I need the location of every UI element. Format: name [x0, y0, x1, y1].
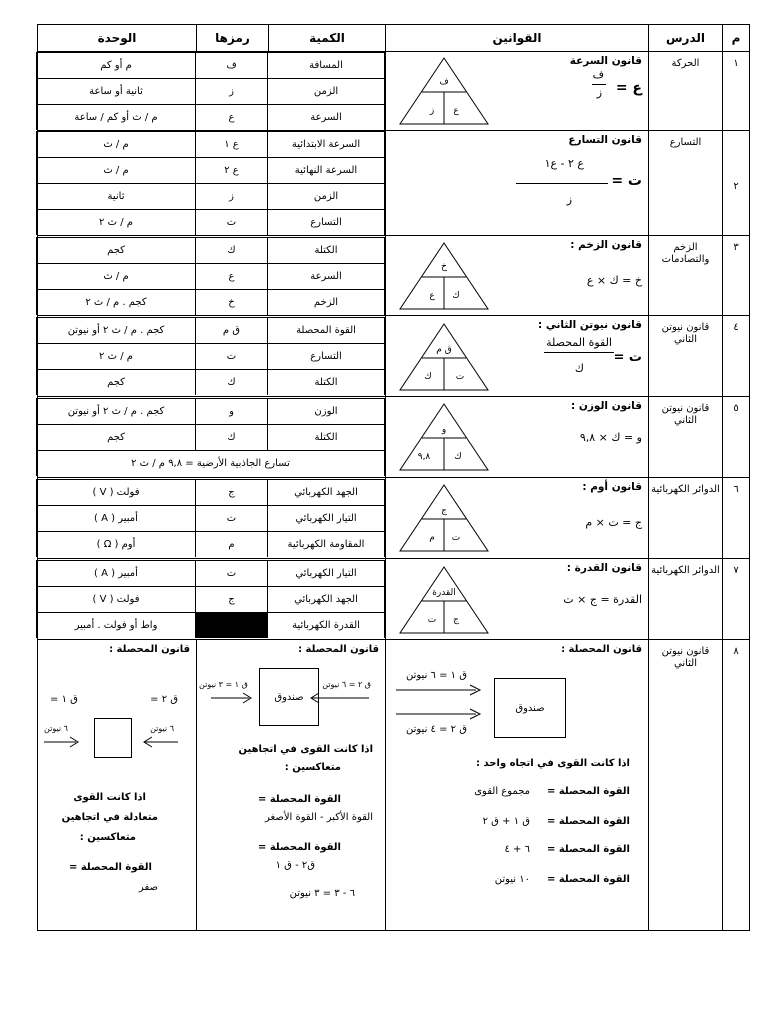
condition-text: اذا كانت القوى في اتجاهين	[238, 744, 373, 755]
box: صندوق	[494, 678, 566, 738]
law-title: قانون القدرة :	[566, 562, 642, 574]
force-label: ق ٢ = ٦ نيوتن	[322, 680, 371, 689]
tri-bl: ت	[455, 372, 465, 382]
resultant-pane-1	[386, 640, 649, 931]
symbol: خ	[196, 289, 268, 315]
symbol: ت	[196, 506, 268, 532]
unit: م / ث	[37, 263, 196, 289]
tri-bl: ك	[452, 291, 460, 301]
table-row	[38, 316, 750, 397]
lesson-name: الدوائر الكهربائية	[649, 559, 723, 640]
result-value: مجموع القوى	[474, 786, 530, 797]
law-triangle	[398, 56, 490, 126]
result-value: ٦ + ٤	[504, 844, 530, 855]
unit: كجم	[37, 237, 196, 263]
quantity: التسارع	[268, 210, 385, 236]
row-num: ٣	[723, 236, 750, 316]
header-symbol: رمزها	[197, 25, 269, 52]
quantity: القوة المحصلة	[268, 318, 385, 344]
condition-text: متعادلة في اتجاهين	[61, 812, 158, 823]
formula: القدرة = ج × ت	[563, 593, 642, 606]
tri-top: القدرة	[432, 588, 456, 598]
symbol: ك	[196, 370, 268, 396]
box	[94, 718, 132, 758]
unit: ثانية	[37, 184, 196, 210]
table-row	[38, 640, 750, 931]
law-cell	[386, 236, 649, 316]
quantity: الزخم	[268, 289, 385, 315]
symbol: ز	[196, 79, 268, 105]
unit: واط أو فولت . أمبير	[37, 613, 196, 639]
unit: م / ث ٢	[37, 210, 196, 236]
force-value: ٦ نيوتن	[150, 724, 174, 733]
law-triangle	[398, 565, 490, 635]
quantity: التيار الكهربائي	[268, 506, 385, 532]
symbol: ك	[196, 237, 268, 263]
condition-text: متعاكسين :	[79, 832, 136, 843]
tri-br: ع	[429, 291, 435, 301]
pane-title: قانون المحصلة :	[561, 644, 642, 655]
result-label: القوة المحصلة =	[547, 786, 630, 797]
quantity: الزمن	[268, 184, 385, 210]
force-label: ق ١ = ٣ نيوتن	[199, 680, 248, 689]
quantity: الكتلة	[268, 425, 385, 451]
symbol: ف	[196, 53, 268, 79]
law-cell	[386, 52, 649, 131]
law-cell	[386, 478, 649, 559]
law-cell	[386, 316, 649, 397]
right-arrow-icon	[396, 708, 482, 720]
formula-lhs: ت =	[613, 350, 642, 365]
unit: ثانية أو ساعة	[37, 79, 196, 105]
quantity: المسافة	[268, 53, 385, 79]
unit: م / ث ٢	[37, 344, 196, 370]
lesson-name: قانون نيوتن الثاني	[649, 640, 723, 931]
right-arrow-icon	[211, 692, 253, 704]
law-title: قانون الزخم :	[570, 239, 642, 251]
unit: م أو كم	[37, 53, 196, 79]
quantity: السرعة	[268, 105, 385, 131]
lesson-name: التسارع	[649, 131, 723, 236]
formula-num: ع ٢ - ع١	[544, 157, 584, 170]
items-cell	[38, 478, 386, 559]
resultant-pane-3	[38, 640, 197, 931]
unit: م / ث	[37, 132, 196, 158]
unit: أوم ( Ω )	[37, 532, 196, 558]
header-row	[38, 25, 750, 52]
items-cell	[38, 236, 386, 316]
result-label: القوة المحصلة =	[258, 794, 341, 805]
table-row	[38, 236, 750, 316]
symbol: و	[196, 399, 268, 425]
formula-den: ز	[566, 193, 572, 206]
items-cell	[38, 131, 386, 236]
items-cell	[38, 52, 386, 131]
items-cell	[38, 559, 386, 640]
symbol: ع ١	[196, 132, 268, 158]
symbol: ج	[196, 587, 268, 613]
table-row	[38, 131, 750, 236]
force-label: ق ٢ =	[150, 694, 178, 705]
tri-br: ت	[427, 615, 437, 625]
symbol-blacked-out	[196, 613, 268, 639]
row-num: ٧	[723, 559, 750, 640]
result-value: ١٠ نيوتن	[494, 874, 530, 885]
table-row	[38, 559, 750, 640]
law-triangle	[398, 322, 490, 392]
result-value: صفر	[138, 882, 158, 893]
formula-num: القوة المحصلة	[546, 336, 612, 349]
law-triangle	[398, 483, 490, 553]
force-value: ٦ نيوتن	[44, 724, 68, 733]
unit: كجم . م / ث ٢ أو نيوتن	[37, 318, 196, 344]
tri-br: ٩,٨	[417, 452, 431, 462]
header-unit: الوحدة	[38, 25, 197, 52]
box: صندوق	[259, 668, 319, 726]
symbol: ت	[196, 344, 268, 370]
force-label: ق ١ = ٦ نيوتن	[406, 670, 467, 681]
law-cell	[386, 559, 649, 640]
tri-bl: ت	[451, 533, 461, 543]
quantity: الزمن	[268, 79, 385, 105]
force-label: ق ١ =	[50, 694, 78, 705]
quantity: السرعة النهائية	[268, 158, 385, 184]
header-quantity: الكمية	[269, 25, 386, 52]
result-label: القوة المحصلة =	[258, 842, 341, 853]
result-value: ق ١ + ق ٢	[482, 816, 530, 827]
law-title: قانون التسارع	[568, 134, 642, 146]
row-num: ١	[723, 52, 750, 131]
unit: م / ث	[37, 158, 196, 184]
tri-br: م	[429, 533, 435, 543]
pane-title: قانون المحصلة :	[298, 644, 379, 655]
symbol: م	[196, 532, 268, 558]
quantity: الكتلة	[268, 370, 385, 396]
lesson-name: قانون نيوتن الثاني	[649, 397, 723, 478]
table-row	[38, 52, 750, 131]
unit: فولت ( V )	[37, 587, 196, 613]
force-label: ق ٢ = ٤ نيوتن	[406, 724, 467, 735]
condition-text: اذا كانت القوى في اتجاه واحد :	[476, 758, 630, 769]
tri-bl: ز	[429, 106, 435, 116]
quantity: الجهد الكهربائي	[268, 587, 385, 613]
formula: و = ك × ٩,٨	[579, 431, 642, 444]
symbol: ك	[196, 425, 268, 451]
symbol: ت	[196, 561, 268, 587]
tri-top: ف	[439, 77, 449, 87]
unit: أمبير ( A )	[37, 561, 196, 587]
tri-top: خ	[441, 262, 447, 272]
row-num: ٨	[723, 640, 750, 931]
symbol: ع	[196, 263, 268, 289]
quantity: الوزن	[268, 399, 385, 425]
result-value: القوة الأكبر - القوة الأصغر	[265, 812, 373, 823]
header-laws: القوانين	[386, 25, 649, 52]
header-lesson: الدرس	[649, 25, 723, 52]
law-title: قانون نيوتن الثاني :	[537, 319, 642, 331]
tri-br: ع	[453, 106, 459, 116]
right-arrow-icon	[44, 736, 80, 748]
lesson-name: الدوائر الكهربائية	[649, 478, 723, 559]
quantity: التيار الكهربائي	[268, 561, 385, 587]
tri-top: ق م	[436, 345, 452, 355]
symbol: ج	[196, 480, 268, 506]
formula: خ = ك × ع	[586, 274, 642, 287]
symbol: ع ٢	[196, 158, 268, 184]
tri-bl: ك	[454, 452, 462, 462]
resultant-pane-2	[197, 640, 386, 931]
unit: كجم . م / ث ٢ أو نيوتن	[37, 399, 196, 425]
tri-top: و	[441, 425, 447, 435]
left-arrow-icon	[142, 736, 178, 748]
law-cell	[386, 131, 649, 236]
formula: ج = ت × م	[585, 516, 642, 529]
law-triangle	[398, 241, 490, 311]
symbol: ز	[196, 184, 268, 210]
row-num: ٥	[723, 397, 750, 478]
condition-text: اذا كانت القوى	[73, 792, 146, 803]
quantity: القدرة الكهربائية	[268, 613, 385, 639]
symbol: ع	[196, 105, 268, 131]
quantity: المقاومة الكهربائية	[268, 532, 385, 558]
table-row	[38, 397, 750, 478]
row-num: ٦	[723, 478, 750, 559]
left-arrow-icon	[309, 692, 369, 704]
law-cell	[386, 397, 649, 478]
tri-br: ك	[424, 372, 432, 382]
physics-laws-table	[37, 24, 750, 931]
result-value: ٦ - ٣ = ٣ نيوتن	[289, 888, 355, 899]
result-label: القوة المحصلة =	[69, 862, 152, 873]
formula-lhs: ت =	[611, 173, 642, 189]
formula-num: ف	[592, 68, 604, 81]
result-label: القوة المحصلة =	[547, 844, 630, 855]
tri-top: ج	[441, 506, 447, 516]
symbol: ق م	[196, 318, 268, 344]
unit: أمبير ( A )	[37, 506, 196, 532]
unit: فولت ( V )	[37, 480, 196, 506]
formula-den: ز	[596, 86, 602, 99]
law-title: قانون السرعة	[569, 55, 642, 67]
header-num: م	[723, 25, 750, 52]
table-row	[38, 478, 750, 559]
unit: م / ث أو كم / ساعة	[37, 105, 196, 131]
result-label: القوة المحصلة =	[547, 816, 630, 827]
pane-title: قانون المحصلة :	[109, 644, 190, 655]
formula-lhs: ع =	[615, 80, 642, 96]
quantity: الكتلة	[268, 237, 385, 263]
items-cell	[38, 397, 386, 478]
law-title: قانون أوم :	[582, 481, 642, 493]
row-num: ٢	[723, 131, 750, 236]
quantity: التسارع	[268, 344, 385, 370]
law-triangle	[398, 402, 490, 472]
items-cell	[38, 316, 386, 397]
right-arrow-icon	[396, 684, 482, 696]
symbol: ت	[196, 210, 268, 236]
result-label: القوة المحصلة =	[547, 874, 630, 885]
row-num: ٤	[723, 316, 750, 397]
gravity-note: تسارع الجاذبية الأرضية = ٩,٨ م / ث ٢	[37, 451, 385, 477]
lesson-name: قانون نيوتن الثاني	[649, 316, 723, 397]
law-title: قانون الوزن :	[571, 400, 642, 412]
condition-text: متعاكسين :	[284, 762, 341, 773]
quantity: الجهد الكهربائي	[268, 480, 385, 506]
formula-den: ك	[574, 362, 584, 375]
tri-bl: ج	[453, 615, 459, 625]
unit: كجم	[37, 370, 196, 396]
unit: كجم	[37, 425, 196, 451]
lesson-name: الحركة	[649, 52, 723, 131]
quantity: السرعة	[268, 263, 385, 289]
unit: كجم . م / ث ٢	[37, 289, 196, 315]
result-value: ق٢ - ق ١	[275, 860, 315, 871]
quantity: السرعة الابتدائية	[268, 132, 385, 158]
lesson-name: الزخم والتصادمات	[649, 236, 723, 316]
